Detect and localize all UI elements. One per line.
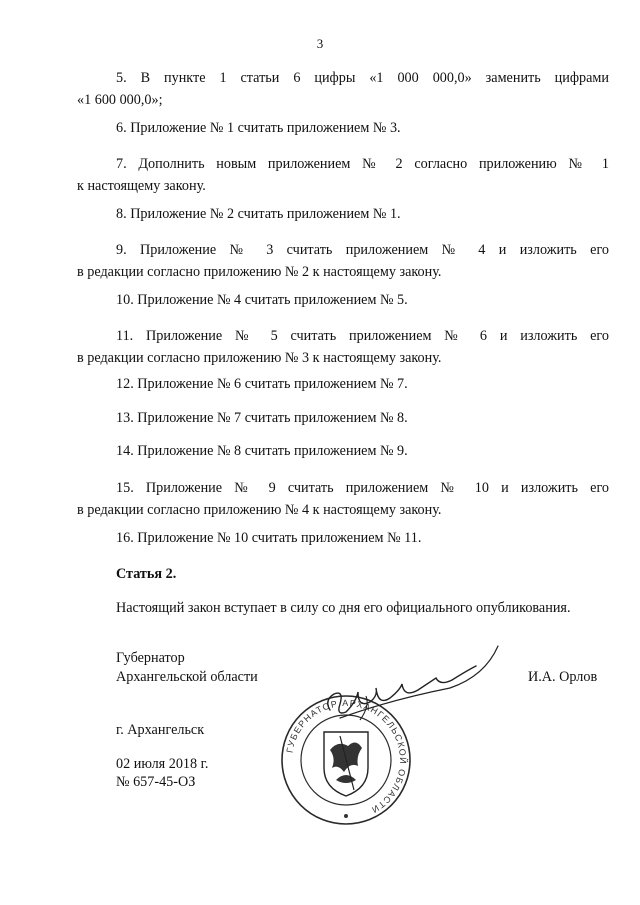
list-item <box>77 477 609 521</box>
handwritten-signature <box>300 640 530 730</box>
list-item-line: в редакции согласно приложению № 3 к настоящему закону. <box>77 350 442 366</box>
article-heading: Статья 2. <box>116 566 177 582</box>
list-item <box>77 153 609 197</box>
list-item-line: 7. Дополнить новым приложением № 2 согласно приложению № 1 <box>116 156 609 172</box>
list-item: 6. Приложение № 1 считать приложением № 3. <box>116 120 401 136</box>
document-number: № 657-45-ОЗ <box>116 774 196 790</box>
svg-text:ГУБЕРНАТОР АРХАНГЕЛЬСКОЙ ОБЛАС: ГУБЕРНАТОР АРХАНГЕЛЬСКОЙ ОБЛАСТИ <box>284 697 409 816</box>
date: 02 июля 2018 г. <box>116 756 209 772</box>
list-item-line: 9. Приложение № 3 считать приложением № 4 и изложить его <box>116 242 609 258</box>
list-item <box>77 325 609 369</box>
list-item-line: 11. Приложение № 5 считать приложением № 6 и изложить его <box>116 328 609 344</box>
list-item: 10. Приложение № 4 считать приложением № 5. <box>116 292 408 308</box>
list-item-line: 15. Приложение № 9 считать приложением № 10 и изложить его <box>116 480 609 496</box>
list-item: 12. Приложение № 6 считать приложением № 7. <box>116 376 408 392</box>
list-item: 8. Приложение № 2 считать приложением № 1. <box>116 206 401 222</box>
list-item: 13. Приложение № 7 считать приложением № 8. <box>116 410 408 426</box>
list-item: 14. Приложение № 8 считать приложением № 9. <box>116 443 408 459</box>
list-item: 16. Приложение № 10 считать приложением № 11. <box>116 530 422 546</box>
list-item-line: к настоящему закону. <box>77 178 206 194</box>
page-number: 3 <box>316 36 324 51</box>
list-item-line: в редакции согласно приложению № 4 к настоящему закону. <box>77 502 442 518</box>
list-item <box>77 67 609 111</box>
signatory-name: И.А. Орлов <box>528 669 598 685</box>
signatory-title: Губернатор <box>116 650 185 666</box>
signatory-region: Архангельской области <box>116 669 258 685</box>
list-item-line: в редакции согласно приложению № 2 к настоящему закону. <box>77 264 442 280</box>
list-item <box>77 239 609 283</box>
place: г. Архангельск <box>116 722 205 738</box>
article-text: Настоящий закон вступает в силу со дня его официального опубликования. <box>116 600 571 616</box>
list-item-line: 5. В пункте 1 статьи 6 цифры «1 000 000,0» заменить цифрами <box>116 70 609 86</box>
list-item-line: «1 600 000,0»; <box>77 92 163 108</box>
